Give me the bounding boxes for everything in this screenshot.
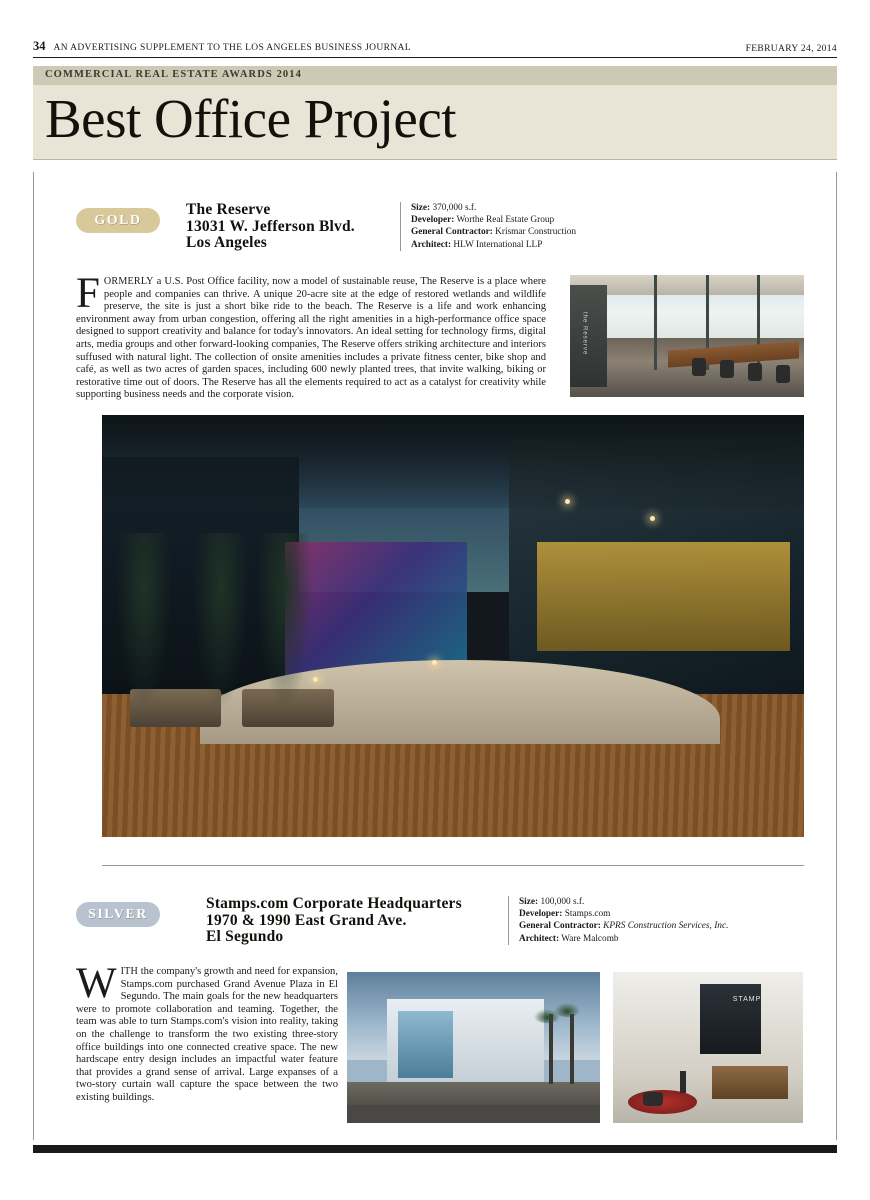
photo-credit-vertical: the Reserve [581,311,588,355]
entry-facts-gold [400,202,576,251]
landscape-light-2 [432,660,437,665]
reception-desk [712,1066,788,1099]
award-badge-silver-label: SILVER [88,906,148,922]
supplement-line: AN ADVERTISING SUPPLEMENT TO THE LOS ANGELES BUSINESS JOURNAL [53,43,411,53]
page-number: 34 [33,39,46,53]
fact-developer-label: Developer: [411,215,455,226]
lead-smallcaps-silver: ITH [120,966,139,977]
fact-general-contractor-label: General Contractor: [519,921,601,932]
person-figure [680,1071,686,1093]
entry-body-silver-text: the company's growth and need for expansion, Stamps.com purchased Grand Avenue Plaza in El Segundo. The main goals for the new headquarters were to promote collaboration and teaming. Together, the team was able to turn Stamps.com's vision into reality, taking on the challenge to transform the two existing three-story office buildings into one connected creative space. The new hardscape entry design includes an impactful water feature that provides a grand sense of arrival. Large expanses of a two-story curtain wall capture the space between the two existing buildings. [76,966,338,1103]
masthead [33,32,837,58]
fact-size [411,202,576,214]
section-kicker-bar [33,66,837,85]
tree-1 [116,533,172,710]
entry-title-silver [206,896,462,946]
fact-general-contractor-value: KPRS Construction Services, Inc. [603,921,729,932]
page-title: Best Office Project [45,88,457,149]
award-entry-gold [34,172,836,862]
entry-title-line-2: 1970 & 1990 East Grand Ave. [206,911,407,929]
fact-developer [411,214,576,226]
entry-header-silver [34,862,836,945]
fact-developer-value: Worthe Real Estate Group [456,215,555,226]
chair-1 [692,358,706,376]
lounge-chair [643,1092,663,1106]
section-kicker-label: COMMERCIAL REAL ESTATE AWARDS 2014 [45,69,302,80]
illuminated-glass-facade [537,542,790,652]
entry-facts-silver [508,896,728,945]
company-sign: STAMPS [732,996,767,1004]
curtain-wall-glass [398,1011,454,1077]
photo-left-wall [570,285,607,387]
window-mullion-1 [654,275,657,370]
photo-lobby-reception [613,972,803,1123]
fact-architect-label: Architect: [411,239,452,250]
entry-title-line-3: El Segundo [206,928,284,945]
fact-architect [411,239,576,251]
tree-2 [193,533,249,710]
fact-size-label: Size: [411,203,431,213]
entry-title-line-2: 13031 W. Jefferson Blvd. [186,217,355,235]
entry-header-gold [34,172,836,251]
dropcap-gold: F [76,270,100,317]
fact-general-contractor [411,226,576,238]
palm-trunk-2 [570,1014,574,1083]
chair-3 [748,363,762,381]
chair-4 [776,365,790,383]
fact-architect-label: Architect: [519,933,560,944]
photo-office-building-exterior [347,972,600,1123]
photo-courtyard-dusk [102,415,804,837]
palm-trunk-1 [549,1014,553,1083]
section-title-band [33,85,837,160]
entry-title-line-1: Stamps.com Corporate Headquarters [206,895,462,912]
entry-body-gold-text: a U.S. Post Office facility, now a model of sustainable reuse, The Reserve is a place where people and companies can thrive. A unique 20-acre site at the edge of restored wetlands and wildlife preserve, the site is just a short bike ride to the beach. The Reserve is a life and work enhancing environment away from urban congestion, offering all the right amenities in a high-performance office space designed to support creativity and balance for today's innovators. An ideal setting for technology firms, digital arts, media groups and other forward-looking companies, The Reserve offers striking architecture and interiors suffused with natural light. The collection of onsite amenities includes a private fitness center, bike shop and café, as well as two acres of garden spaces, including 600 newly planted trees, that invite walking, biking or restorative time out of doors. The Reserve has all the elements required to act as a catalyst for creativity while supporting business needs and the corporate vision. [76,276,546,401]
entry-body-gold [76,270,546,402]
award-badge-gold [76,208,160,233]
fact-general-contractor-value: Krismar Construction [495,227,576,238]
fact-developer-label: Developer: [519,909,563,920]
feature-wall-dark [700,984,761,1053]
masthead-left [33,39,411,54]
entry-body-silver [76,960,338,1105]
award-badge-silver [76,902,160,927]
fact-size [519,896,728,908]
fact-general-contractor-label: General Contractor: [411,227,493,238]
entry-title-gold [186,202,355,252]
fact-developer [519,908,728,920]
award-badge-gold-label: GOLD [94,212,142,228]
photo-conference-room [570,275,804,397]
tree-3 [256,533,312,710]
fact-developer-value: Stamps.com [564,909,611,920]
landscape-light-1 [313,677,318,682]
landscape-light-4 [650,516,655,521]
entry-title-line-1: The Reserve [186,201,271,218]
lead-smallcaps-gold: ORMERLY [103,276,154,287]
bottom-rule [33,1145,837,1153]
chair-2 [720,360,734,378]
fact-size-value: 100,000 s.f. [540,897,585,907]
fact-general-contractor [519,920,728,932]
award-entry-silver [34,862,836,1103]
entry-title-line-3: Los Angeles [186,234,268,251]
road-region [347,1105,600,1123]
fact-architect [519,933,728,945]
tree-canopy-overlay [102,415,804,508]
fact-size-value: 370,000 s.f. [432,203,477,213]
fact-architect-value: Ware Malcomb [561,933,619,944]
fact-architect-value: HLW International LLP [453,239,543,250]
fact-size-label: Size: [519,897,539,907]
dropcap-silver: W [76,960,117,1007]
issue-date: FEBRUARY 24, 2014 [745,44,837,54]
